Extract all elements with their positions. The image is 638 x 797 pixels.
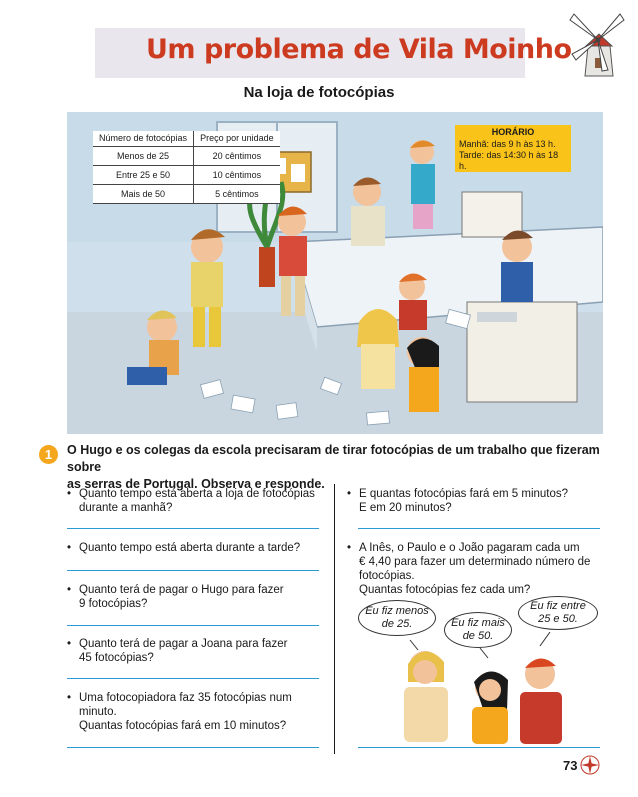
question-text: A Inês, o Paulo e o João pagaram cada um <box>359 542 580 554</box>
page-number: 73 <box>563 758 578 773</box>
kid-red-shirt <box>278 206 307 316</box>
table-cell: 10 cêntimos <box>194 166 280 185</box>
answer-line[interactable] <box>67 625 319 626</box>
question-text: fotocópias. <box>359 570 415 582</box>
bullet: • <box>67 542 72 554</box>
exercise-intro-line: O Hugo e os colegas da escola precisaram de tirar fotocópias de um trabalho que fizeram sobre <box>67 443 600 474</box>
schedule-afternoon: Tarde: das 14:30 h às 18 h. <box>459 150 559 171</box>
question-item <box>67 541 327 555</box>
table-cell: 20 cêntimos <box>194 147 280 166</box>
kid-orange-hair <box>399 273 427 330</box>
schedule-sign <box>455 125 571 172</box>
table-row <box>93 147 280 166</box>
table-cell: Mais de 50 <box>93 185 194 204</box>
exercise-intro-line: as serras de Portugal. Observa e responde. <box>67 477 325 491</box>
schedule-title: HORÁRIO <box>491 127 535 137</box>
bullet: • <box>67 488 72 500</box>
bullet: • <box>67 584 72 596</box>
answer-line[interactable] <box>358 528 600 529</box>
question-text: € 4,40 para fazer um determinado número de <box>359 556 591 568</box>
question-item <box>347 487 607 515</box>
answer-line[interactable] <box>67 528 319 529</box>
windmill-icon <box>558 6 628 78</box>
answer-line[interactable] <box>358 747 600 748</box>
question-text: Quanto terá de pagar a Joana para fazer <box>79 638 288 650</box>
question-text: Quantas fotocópias fez cada um? <box>359 584 531 596</box>
kid-blue-shirt <box>501 230 533 302</box>
compass-rose-icon <box>580 755 600 775</box>
question-text: Quanto terá de pagar o Hugo para fazer <box>79 584 284 596</box>
question-text: Quanto tempo está aberta durante a tarde? <box>79 542 301 554</box>
bubble-text: 25 e 50. <box>538 613 578 625</box>
bubble-text: de 25. <box>381 618 413 630</box>
table-row <box>93 185 280 204</box>
question-text: 9 fotocópias? <box>79 598 148 610</box>
bubble-text: Eu fiz menos <box>365 605 429 617</box>
answer-line[interactable] <box>67 747 319 748</box>
question-item <box>347 541 607 597</box>
question-item <box>67 691 327 733</box>
table-cell: Menos de 25 <box>93 147 194 166</box>
question-text: Quantas fotocópias fará em 10 minutos? <box>79 720 287 732</box>
exercise-number-badge: 1 <box>39 445 58 464</box>
table-cell: 5 cêntimos <box>194 185 280 204</box>
question-item <box>67 583 327 611</box>
column-divider <box>334 484 335 754</box>
price-table-header <box>93 131 280 147</box>
bubble-text: Eu fiz mais <box>451 617 505 629</box>
price-table <box>93 131 280 204</box>
question-text: Uma fotocopiadora faz 35 fotocópias num <box>79 692 292 704</box>
question-text: E em 20 minutos? <box>359 502 452 514</box>
question-text: 45 fotocópias? <box>79 652 154 664</box>
bullet: • <box>347 542 352 554</box>
answer-line[interactable] <box>67 570 319 571</box>
exercise-intro <box>67 442 607 493</box>
price-table-header-quantity: Número de fotocópias <box>93 131 194 147</box>
three-kids-illustration <box>390 632 590 744</box>
bullet: • <box>347 488 352 500</box>
kid-dark-hair-girl <box>407 337 439 412</box>
question-text: durante a manhã? <box>79 502 173 514</box>
kid-blonde-girl <box>357 309 399 389</box>
speech-bubble-ines <box>358 600 436 636</box>
bullet: • <box>67 692 72 704</box>
schedule-morning: Manhã: das 9 h às 13 h. <box>459 139 556 149</box>
bullet: • <box>67 638 72 650</box>
bubble-text: de 50. <box>462 630 494 642</box>
speech-bubble-joao <box>518 596 598 630</box>
table-row <box>93 166 280 185</box>
question-text: E quantas fotocópias fará em 5 minutos? <box>359 488 569 500</box>
answer-line[interactable] <box>67 678 319 679</box>
table-cell: Entre 25 e 50 <box>93 166 194 185</box>
scene-title: Na loja de fotocópias <box>243 84 395 101</box>
clerk-woman <box>410 140 435 229</box>
page-title: Um problema de Vila Moinho <box>146 34 572 65</box>
question-text: minuto. <box>79 706 117 718</box>
question-item <box>67 487 327 515</box>
question-item <box>67 637 327 665</box>
price-table-header-price: Preço por unidade <box>194 131 280 147</box>
bubble-text: Eu fiz entre <box>530 600 586 612</box>
clerk-man <box>351 177 385 246</box>
question-text: Quanto tempo está aberta a loja de fotocópias <box>79 488 315 500</box>
